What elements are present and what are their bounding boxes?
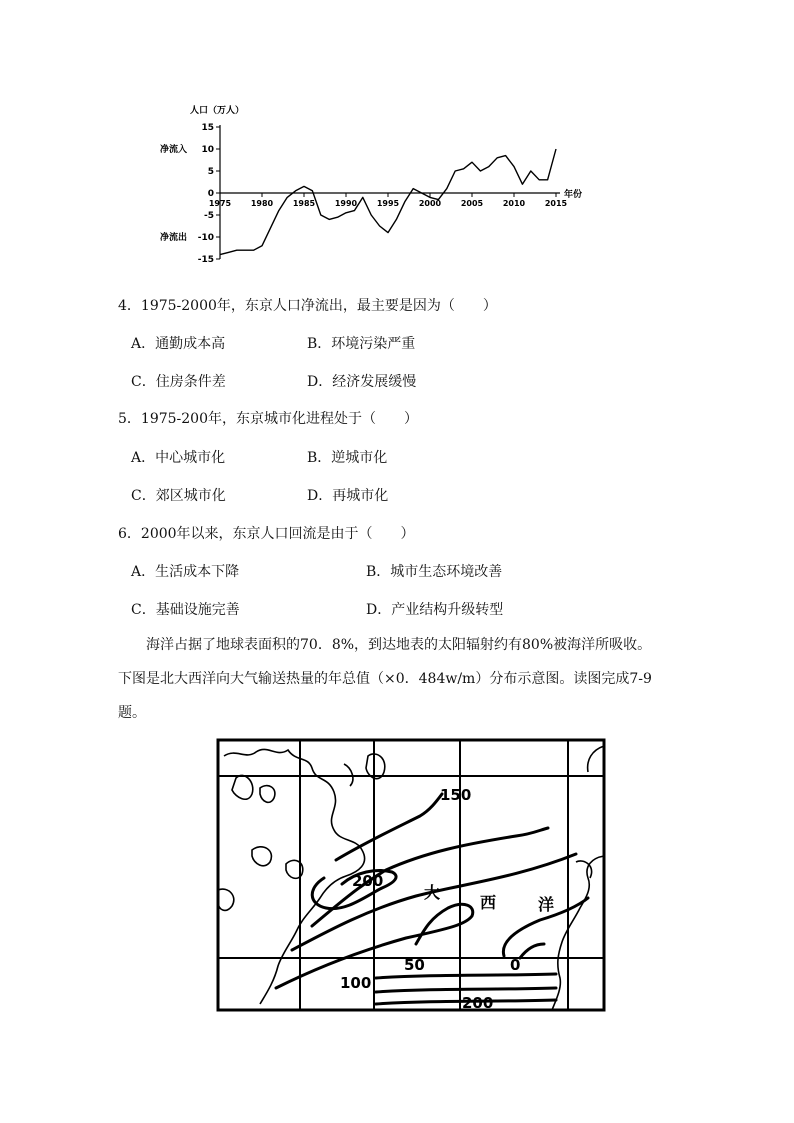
question-4-option-c[interactable]: C．住房条件差 — [131, 374, 226, 390]
passage-line-3: 题。 — [118, 705, 146, 721]
question-6-stem: 6．2000年以来，东京人口回流是由于（ ） — [118, 526, 415, 542]
question-6-option-d[interactable]: D．产业结构升级转型 — [366, 602, 504, 618]
x-axis-title: 年份 — [564, 190, 583, 200]
question-4-option-a[interactable]: A．通勤成本高 — [131, 336, 226, 352]
question-4-option-b[interactable]: B．环境污染严重 — [307, 336, 416, 352]
ocean-label-yang: 洋 — [538, 895, 555, 914]
question-5-option-a[interactable]: A．中心城市化 — [131, 450, 226, 466]
x-tick-label-7: 2010 — [502, 199, 526, 208]
isoline-label-0: 0 — [510, 956, 521, 974]
annotation-inflow: 净流入 — [160, 145, 188, 155]
y-tick-label-4: -5 — [204, 211, 214, 221]
ocean-label-da: 大 — [424, 883, 441, 902]
x-tick-label-5: 2000 — [418, 199, 442, 208]
question-5-stem: 5．1975-200年，东京城市化进程处于（ ） — [118, 411, 418, 427]
isoline-label-200-north: 200 — [352, 872, 384, 890]
y-axis-title: 人口（万人） — [190, 106, 245, 116]
question-6-option-a[interactable]: A．生活成本下降 — [131, 564, 240, 580]
north-atlantic-heat-map — [216, 738, 606, 1012]
x-tick-label-0: 1975 — [208, 199, 232, 208]
x-tick-label-2: 1985 — [292, 199, 316, 208]
x-tick-label-8: 2015 — [544, 199, 568, 208]
question-4-stem: 4．1975-2000年，东京人口净流出，最主要是因为（ ） — [118, 298, 497, 314]
y-tick-label-6: -15 — [197, 255, 214, 265]
passage-line-1: 海洋占据了地球表面积的70．8%，到达地表的太阳辐射约有80%被海洋所吸收。 — [146, 637, 652, 653]
y-tick-label-0: 15 — [201, 123, 214, 133]
isoline-label-200-south: 200 — [462, 994, 494, 1012]
y-tick-label-5: -10 — [197, 233, 214, 243]
question-5-option-b[interactable]: B．逆城市化 — [307, 450, 388, 466]
annotation-outflow: 净流出 — [160, 233, 188, 243]
isoline-label-50: 50 — [404, 956, 425, 974]
question-5-option-c[interactable]: C．郊区城市化 — [131, 488, 226, 504]
ocean-label-xi: 西 — [480, 893, 497, 912]
question-6-option-c[interactable]: C．基础设施完善 — [131, 602, 240, 618]
y-tick-label-1: 10 — [201, 145, 214, 155]
question-4-option-d[interactable]: D．经济发展缓慢 — [307, 374, 417, 390]
population-chart — [150, 95, 610, 270]
x-tick-label-4: 1995 — [376, 199, 400, 208]
isoline-label-100: 100 — [340, 974, 372, 992]
question-5-option-d[interactable]: D．再城市化 — [307, 488, 389, 504]
isoline-label-150: 150 — [440, 786, 472, 804]
x-tick-label-6: 2005 — [460, 199, 484, 208]
x-tick-label-3: 1990 — [334, 199, 358, 208]
question-6-option-b[interactable]: B．城市生态环境改善 — [366, 564, 503, 580]
x-tick-label-1: 1980 — [250, 199, 274, 208]
y-tick-label-2: 5 — [207, 167, 214, 177]
y-tick-label-3: 0 — [207, 189, 214, 199]
passage-line-2: 下图是北大西洋向大气输送热量的年总值（×0．484w/m）分布示意图。读图完成7-9 — [118, 671, 652, 687]
